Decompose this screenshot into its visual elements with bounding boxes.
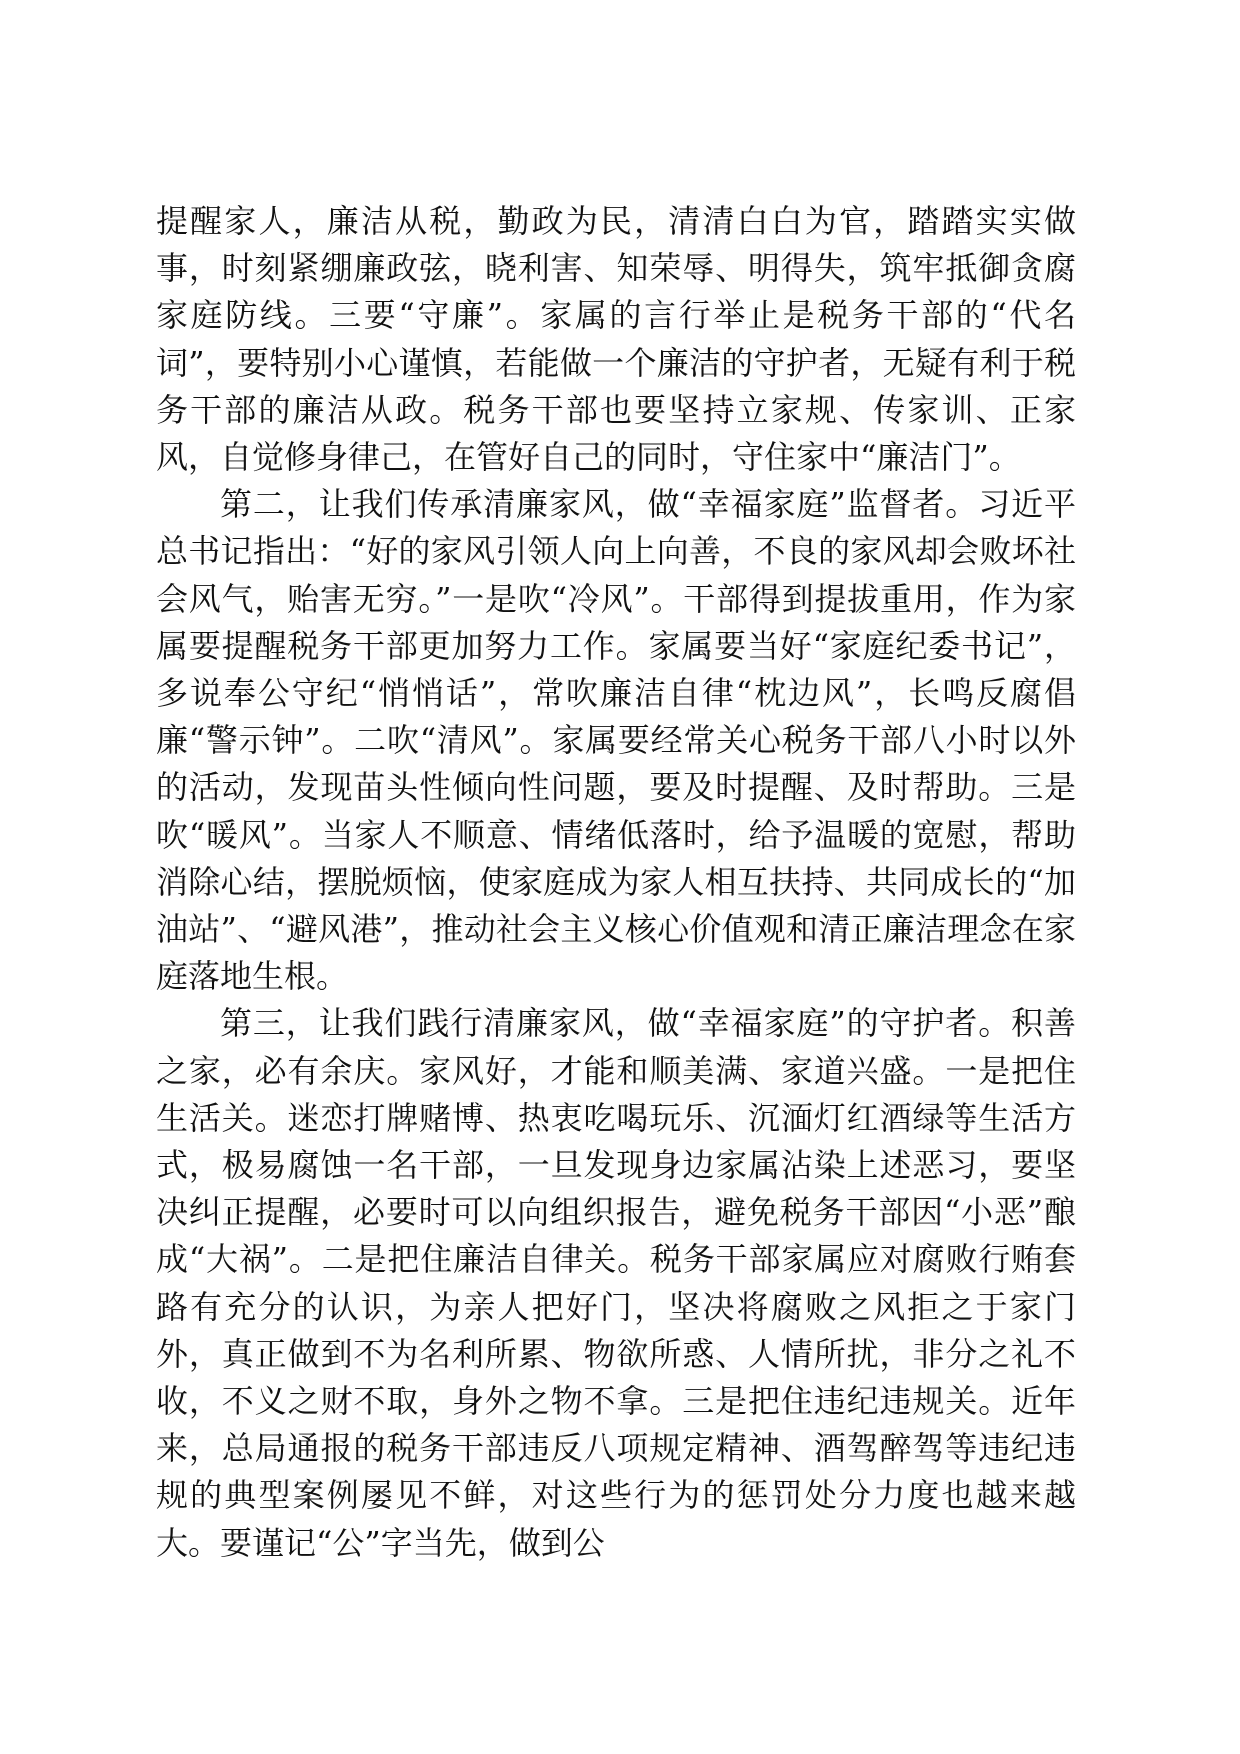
body-text <box>156 198 1076 1567</box>
paragraph-continuation: 提醒家人，廉洁从税，勤政为民，清清白白为官，踏踏实实做事，时刻紧绷廉政弦，晓利害、知荣辱、明得失，筑牢抵御贪腐家庭防线。三要“守廉”。家属的言行举止是税务干部的“代名词”，要特别小心谨慎，若能做一个廉洁的守护者，无疑有利于税务干部的廉洁从政。税务干部也要坚持立家规、传家训、正家风，自觉修身律己，在管好自己的同时，守住家中“廉洁门”。 <box>156 202 1076 477</box>
paragraph-second-point: 第二，让我们传承清廉家风，做“幸福家庭”监督者。习近平总书记指出：“好的家风引领人向上向善，不良的家风却会败坏社会风气，贻害无穷。”一是吹“冷风”。干部得到提拔重用，作为家属要提醒税务干部更加努力工作。家属要当好“家庭纪委书记”，多说奉公守纪“悄悄话”，常吹廉洁自律“枕边风”，长鸣反腐倡廉“警示钟”。二吹“清风”。家属要经常关心税务干部八小时以外的活动，发现苗头性倾向性问题，要及时提醒、及时帮助。三是吹“暖风”。当家人不顺意、情绪低落时，给予温暖的宽慰，帮助消除心结，摆脱烦恼，使家庭成为家人相互扶持、共同成长的“加油站”、“避风港”，推动社会主义核心价值观和清正廉洁理念在家庭落地生根。 <box>156 485 1076 996</box>
paragraph-third-point: 第三，让我们践行清廉家风，做“幸福家庭”的守护者。积善之家，必有余庆。家风好，才能和顺美满、家道兴盛。一是把住生活关。迷恋打牌赌博、热衷吃喝玩乐、沉湎灯红酒绿等生活方式，极易腐蚀一名干部，一旦发现身边家属沾染上述恶习，要坚决纠正提醒，必要时可以向组织报告，避免税务干部因“小恶”酿成“大祸”。二是把住廉洁自律关。税务干部家属应对腐败行贿套路有充分的认识，为亲人把好门，坚决将腐败之风拒之于家门外，真正做到不为名利所累、物欲所惑、人情所扰，非分之礼不收，不义之财不取，身外之物不拿。三是把住违纪违规关。近年来，总局通报的税务干部违反八项规定精神、酒驾醉驾等违纪违规的典型案例屡见不鲜，对这些行为的惩罚处分力度也越来越大。要谨记“公”字当先，做到公 <box>156 1004 1076 1562</box>
